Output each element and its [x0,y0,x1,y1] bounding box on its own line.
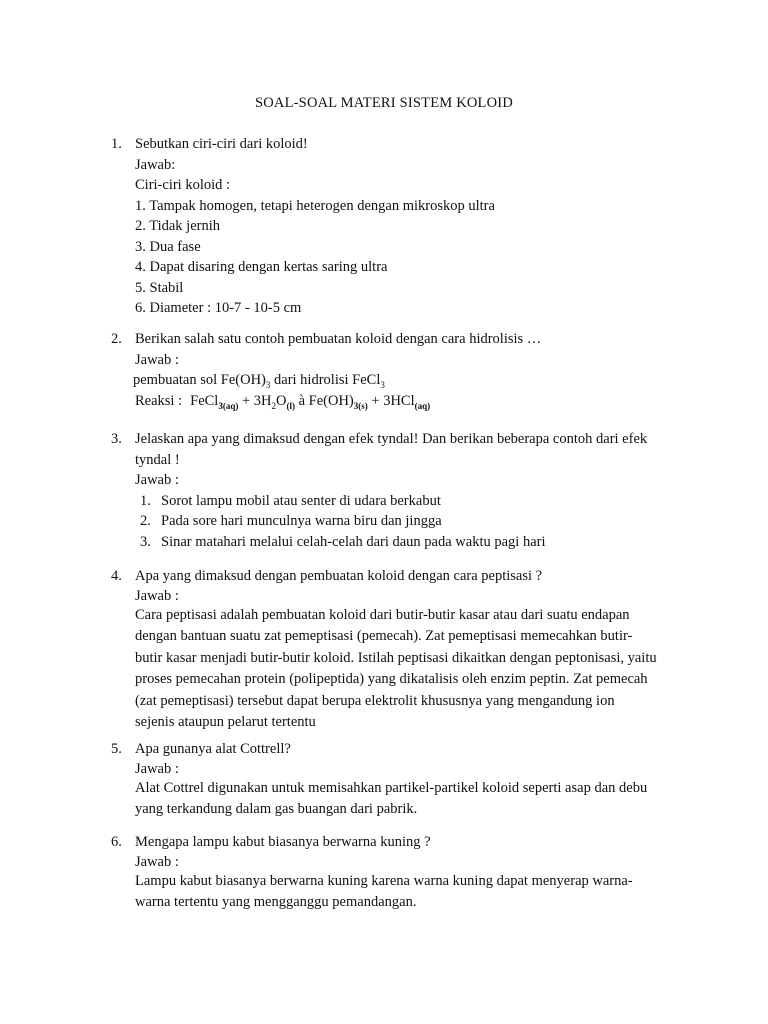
question-number: 5. [111,741,122,757]
question-number: 6. [111,834,122,850]
item-text: Sinar matahari melalui celah-celah dari daun pada waktu pagi hari [161,533,546,550]
answer-item: 5. Stabil [135,279,184,296]
question-body [135,566,668,734]
reactant: FeCl [190,392,219,409]
answer-line: dengan bantuan suatu zat pemeptisasi (pemecah). Zat pemeptisasi memecahkan butir- [135,628,633,644]
answer-line: (zat pemeptisasi) tersebut dapat berupa elektrolit khususnya yang mengandung ion [135,692,615,709]
answer-item: 6. Diameter : 10-7 - 10-5 cm [135,300,302,316]
question-text: Apa gunanya alat Cottrell? [135,741,291,757]
question-body [135,134,668,319]
answer-line: warna tertentu yang mengganggu pemandangan. [135,894,417,910]
question-number: 3. [111,431,122,447]
page-title: SOAL-SOAL MATERI SISTEM KOLOID [254,95,513,111]
answer-item: 2. Tidak jernih [135,218,220,234]
question-text: Sebutkan ciri-ciri dari koloid! [135,136,308,152]
answer-label: Jawab : [135,760,179,777]
answer-text [133,370,668,391]
answer-item: 4. Dapat disaring dengan kertas saring ultra [135,259,388,275]
answer-item [135,491,668,512]
product: à Fe(OH) [294,392,354,409]
answer-label: Jawab : [135,472,179,488]
subscript: 3(s) [353,400,368,411]
answer-item: 3. Dua fase [135,238,201,255]
answer-label: Jawab : [135,853,179,870]
reactant: O [275,392,287,409]
question-number: 1. [111,136,122,152]
subscript: (aq) [414,400,431,411]
answer-line: sejenis ataupun pelarut tertentu [135,714,316,730]
subscript: 2 [271,400,276,411]
answer-label: Jawab : [135,587,179,604]
question-text: Jelaskan apa yang dimaksud dengan efek tyndal! Dan berikan beberapa contoh dari efek [135,431,648,447]
answer-line: yang terkandung dalam gas buangan dari pabrik. [135,801,418,817]
answer-item: 1. Tampak homogen, tetapi heterogen dengan mikroskop ultra [135,197,495,214]
question-body [135,832,668,914]
answer-label: Jawab : [135,351,179,368]
answer-label: Jawab: [135,156,176,173]
subscript: 3 [380,379,385,390]
question-text: tyndal ! [135,451,180,468]
answer-intro: Ciri-ciri koloid : [135,177,231,193]
subscript: 3(aq) [218,400,239,411]
item-number: 3. [140,533,151,550]
answer-item [135,511,668,532]
answer-item [135,532,668,553]
reaction-label: Reaksi : [135,392,183,409]
answer-part: dari hidrolisi FeCl [270,372,381,388]
subscript: (l) [286,400,295,411]
answer-line: butir kasar menjadi butir-butir koloid. Istilah peptisasi dikaitkan dengan peptonisasi, yaitu [135,649,657,666]
item-number: 1. [140,492,151,509]
question-text: Berikan salah satu contoh pembuatan koloid dengan cara hidrolisis … [135,331,542,347]
item-text: Sorot lampu mobil atau senter di udara berkabut [161,492,441,509]
question-number: 2. [111,331,122,347]
reaction-equation [135,391,668,412]
question-body [135,329,668,411]
answer-line: Cara peptisasi adalah pembuatan koloid dari butir-butir kasar atau dari suatu endapan [135,606,630,623]
question-body [135,429,668,552]
question-body [135,739,668,821]
reactant: + 3H [238,392,272,409]
product: + 3HCl [367,392,415,409]
answer-line: proses pemecahan protein (polipeptida) yang dikatalisis oleh enzim peptin. Zat pemecah [135,671,648,687]
subscript: 3 [265,379,271,390]
question-text: Apa yang dimaksud dengan pembuatan koloid dengan cara peptisasi ? [135,568,543,584]
question-text: Mengapa lampu kabut biasanya berwarna kuning ? [135,834,431,850]
answer-line: Alat Cottrel digunakan untuk memisahkan partikel-partikel koloid seperti asap dan debu [135,779,648,796]
answer-part: pembuatan sol Fe(OH) [133,372,266,388]
question-number: 4. [111,568,122,584]
item-number: 2. [140,513,151,529]
answer-line: Lampu kabut biasanya berwarna kuning karena warna kuning dapat menyerap warna- [135,872,633,889]
item-text: Pada sore hari munculnya warna biru dan jingga [161,513,442,529]
